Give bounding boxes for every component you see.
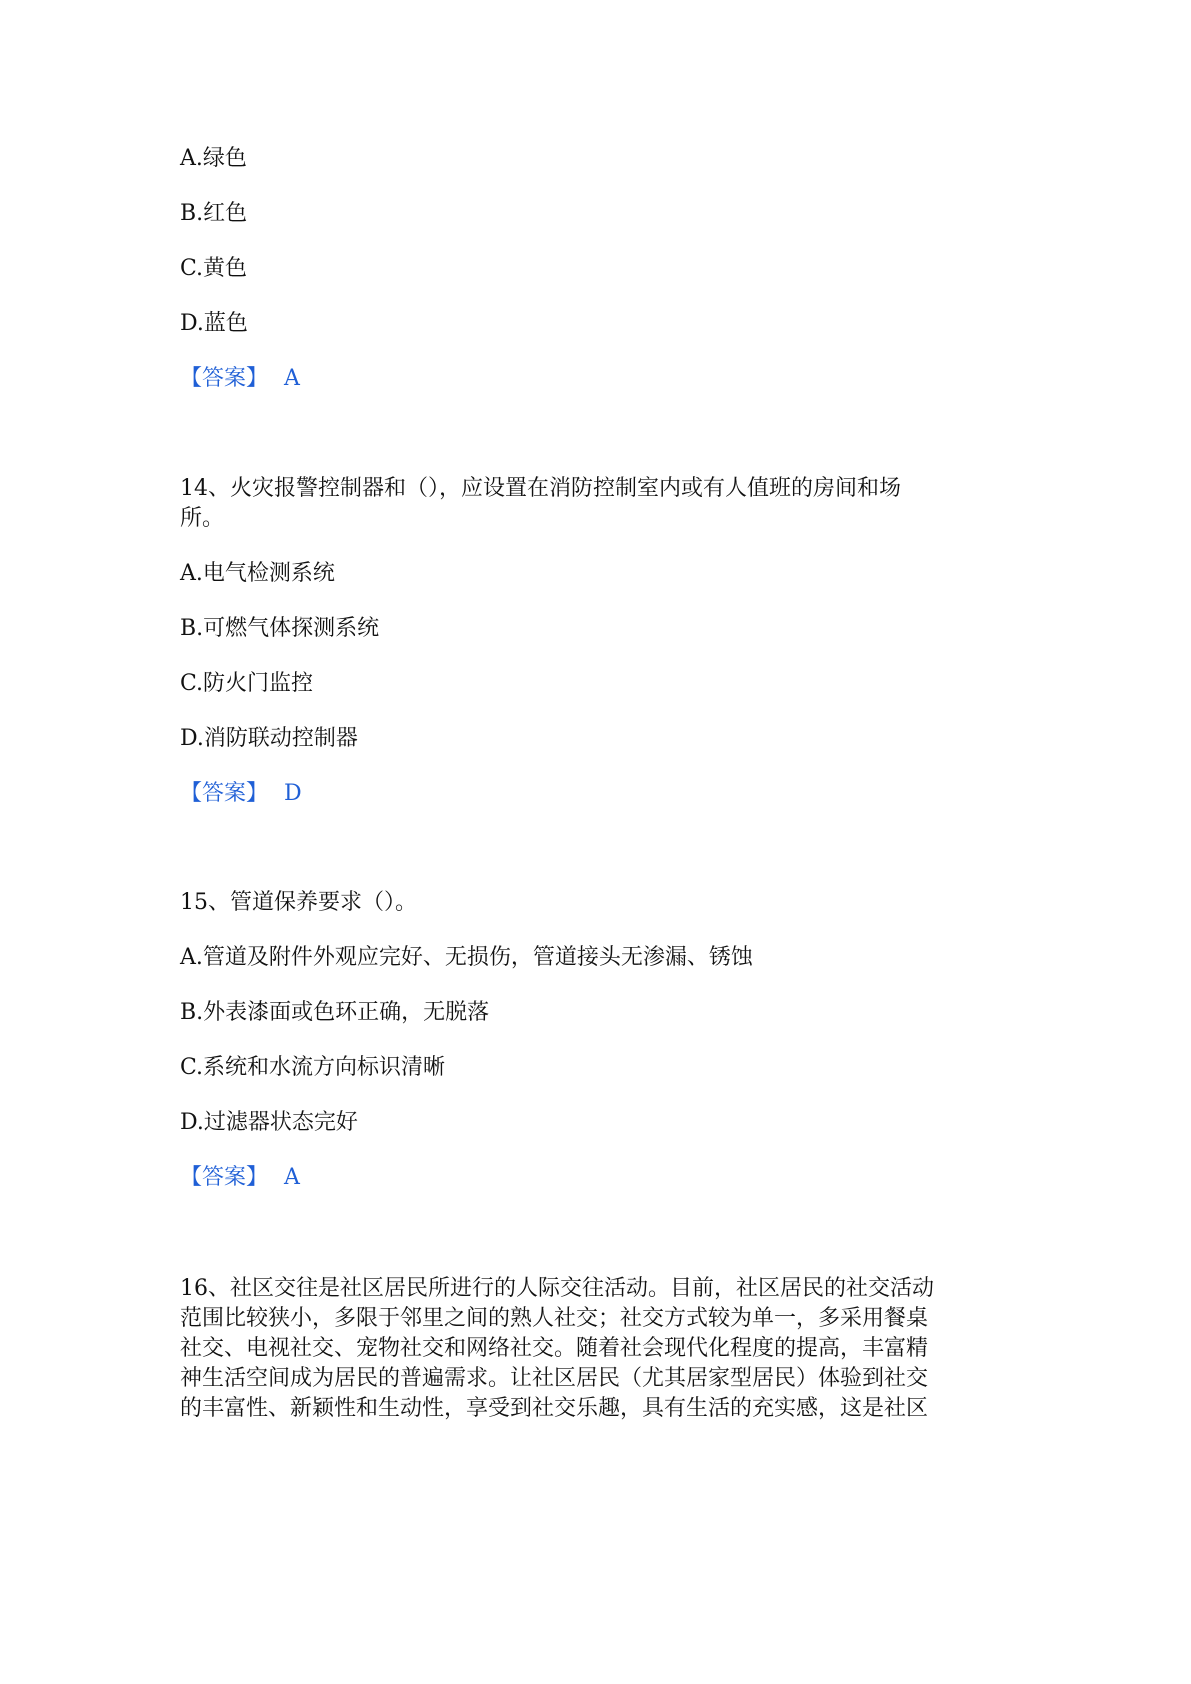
q16-stem-line-4: 神生活空间成为居民的普遍需求。让社区居民（尤其居家型居民）体验到社交 [180,1366,929,1391]
q13-option-a: A.绿色 [180,146,247,171]
q13-option-c: C.黄色 [180,256,248,281]
q16-stem-line-5: 的丰富性、新颖性和生动性，享受到社交乐趣，具有生活的充实感，这是社区 [180,1396,929,1421]
q14-stem-line-2: 所。 [180,506,225,531]
q16-stem-line-1: 16、社区交往是社区居民所进行的人际交往活动。目前，社区居民的社交活动 [180,1276,934,1301]
q14-option-c: C.防火门监控 [180,671,314,696]
q15-stem-line-1: 15、管道保养要求（）。 [180,890,417,915]
q15-option-c: C.系统和水流方向标识清晰 [180,1055,446,1080]
answer-label: 【答案】 [180,1165,269,1190]
q13-option-b: B.红色 [180,201,248,226]
answer-value: A [284,1165,300,1190]
answer-value: D [284,781,302,806]
q16-stem-line-2: 范围比较狭小，多限于邻里之间的熟人社交；社交方式较为单一，多采用餐桌 [180,1306,929,1331]
q15-option-a: A.管道及附件外观应完好、无损伤，管道接头无渗漏、锈蚀 [180,945,753,970]
q13-option-d: D.蓝色 [180,311,248,336]
q15-option-d: D.过滤器状态完好 [180,1110,358,1135]
q13-answer [180,364,300,394]
q14-stem-line-1: 14、火灾报警控制器和（），应设置在消防控制室内或有人值班的房间和场 [180,476,901,501]
q15-answer [180,1163,300,1193]
answer-label: 【答案】 [180,366,269,391]
q16-stem-line-3: 社交、电视社交、宠物社交和网络社交。随着社会现代化程度的提高，丰富精 [180,1336,929,1361]
q14-option-a: A.电气检测系统 [180,561,335,586]
answer-label: 【答案】 [180,781,269,806]
q14-option-d: D.消防联动控制器 [180,726,358,751]
q14-option-b: B.可燃气体探测系统 [180,616,380,641]
q15-option-b: B.外表漆面或色环正确，无脱落 [180,1000,490,1025]
q14-answer [180,779,302,809]
answer-value: A [284,366,300,391]
